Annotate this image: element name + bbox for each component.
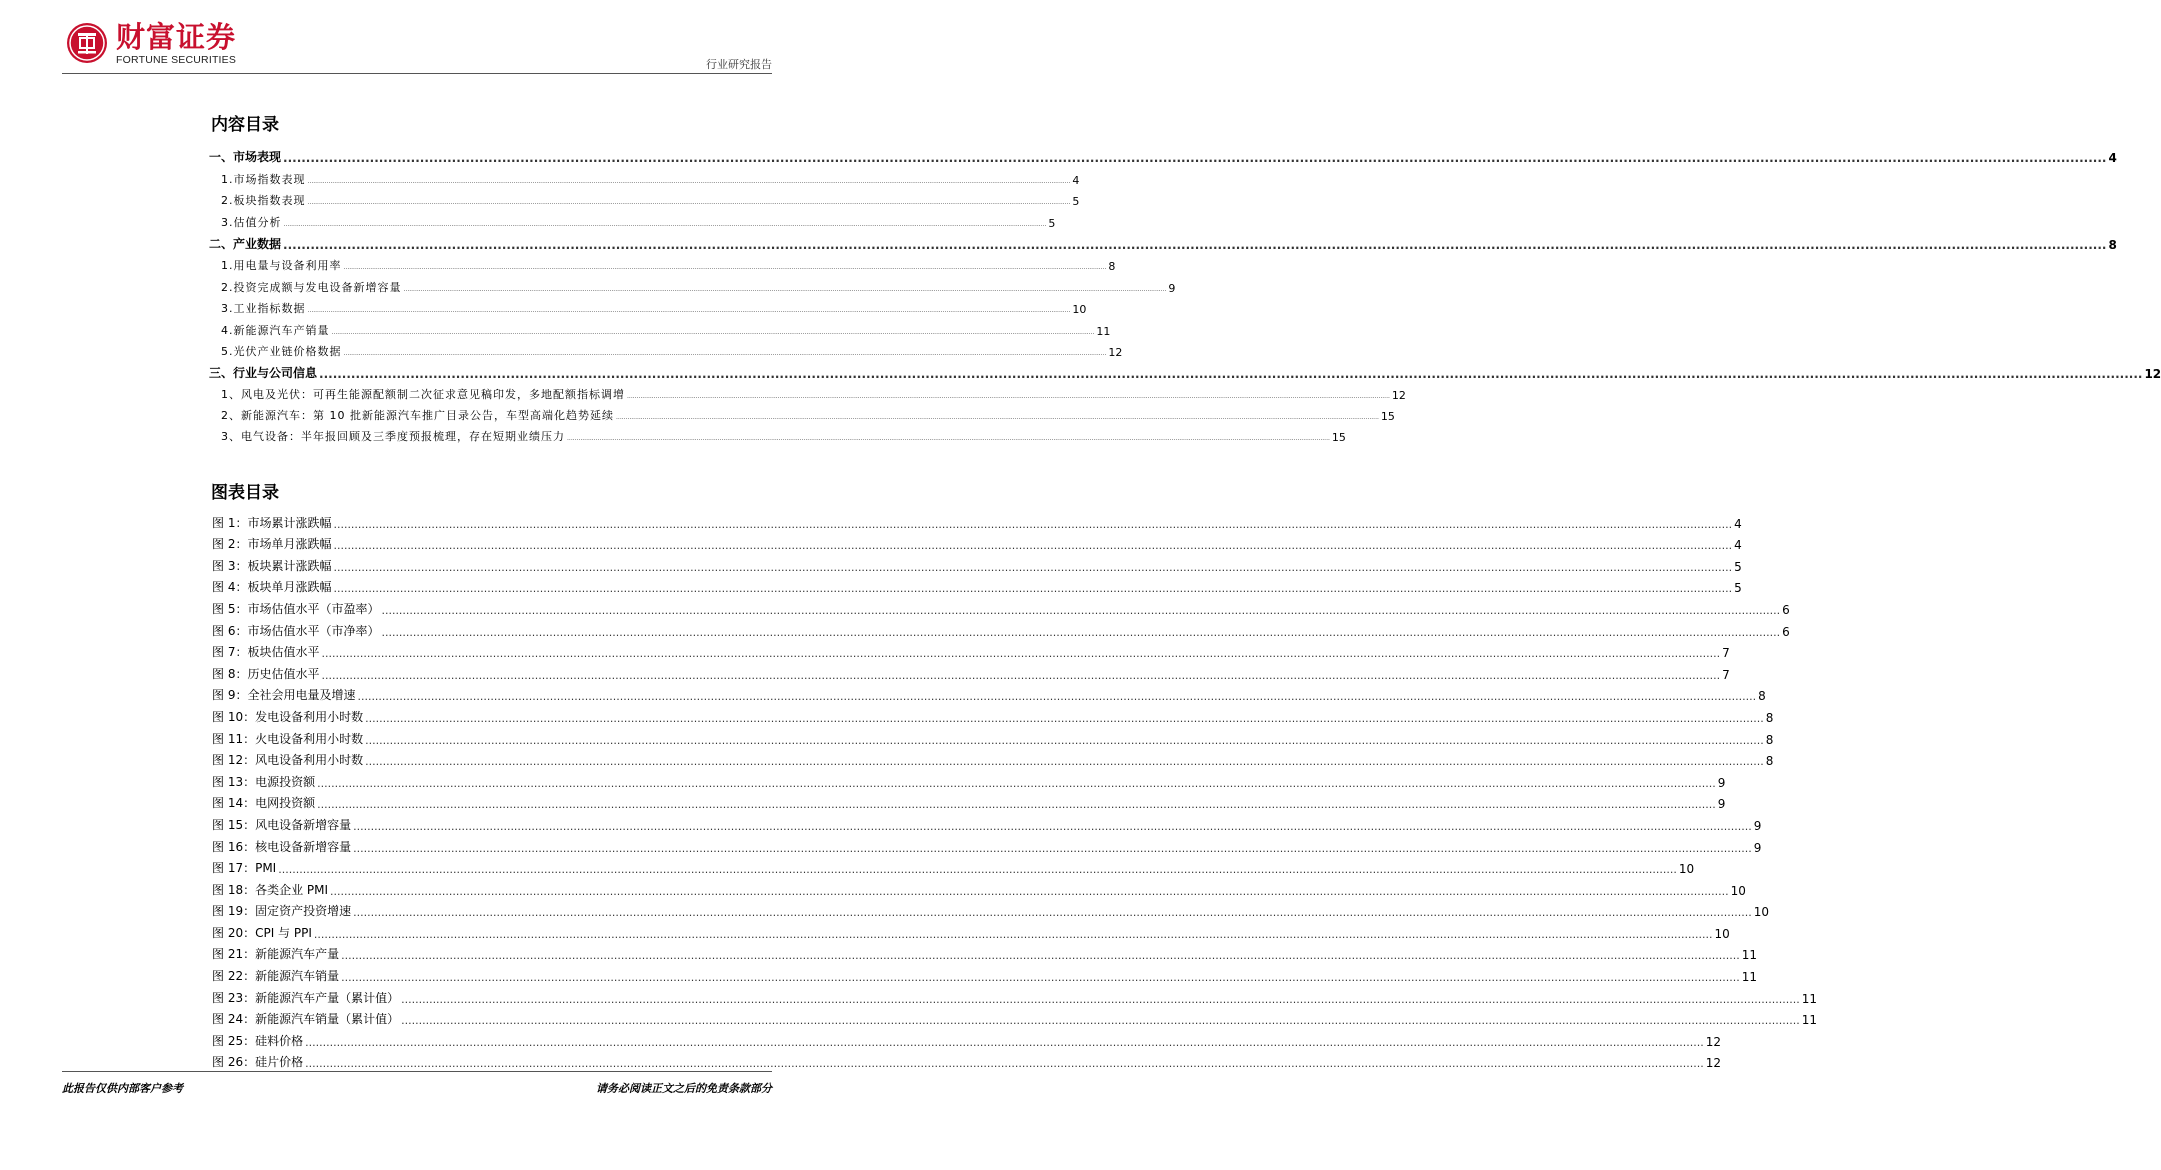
- figure-leader-dots: ................................................................................................................................................................................................................................................................................................................................................................................................................: [357, 690, 1757, 704]
- toc-entry[interactable]: [209, 338, 1123, 360]
- toc-entry-page: 15: [1380, 410, 1395, 423]
- figure-leader-dots: ................................................................................................................................................................................................................................................................................................................................................................................................................: [333, 582, 1733, 596]
- figure-entry-page: 9: [1753, 840, 1762, 855]
- toc-title: 内容目录: [211, 115, 279, 135]
- figure-entry-label: 图 8：历史估值水平: [212, 666, 320, 681]
- figure-leader-dots: ................................................................................................................................................................................................................................................................................................................................................................................................................: [321, 647, 1721, 661]
- figure-leader-dots: ................................................................................................................................................................................................................................................................................................................................................................................................................: [341, 971, 1740, 985]
- figure-leader-dots: ................................................................................................................................................................................................................................................................................................................................................................................................................: [353, 819, 1752, 833]
- figure-entry-label: 图 7：板块估值水平: [212, 645, 320, 660]
- figure-entry[interactable]: [212, 1006, 1818, 1028]
- figure-entry[interactable]: [212, 574, 1742, 596]
- figure-entry[interactable]: [212, 790, 1726, 812]
- figure-leader-dots: ................................................................................................................................................................................................................................................................................................................................................................................................................: [365, 755, 1764, 769]
- toc-leader-dots: ................................................................................................................................................................................................................................................................................................................................................................................................................: [343, 350, 1107, 357]
- figure-entry-page: 8: [1765, 754, 1774, 769]
- figure-leader-dots: ................................................................................................................................................................................................................................................................................................................................................................................................................: [365, 733, 1764, 747]
- header-divider: [62, 73, 772, 74]
- figure-entry[interactable]: [212, 617, 1790, 639]
- toc-entry[interactable]: [209, 381, 1406, 402]
- toc-entry-page: 4: [2108, 151, 2117, 165]
- footer-divider: [62, 1071, 772, 1072]
- figure-entry-label: 图 11：火电设备利用小时数: [212, 731, 364, 746]
- figure-entry-page: 4: [1734, 516, 1742, 531]
- toc-entry-label: 三、行业与公司信息: [209, 366, 318, 380]
- toc-leader-dots: ................................................................................................................................................................................................................................................................................................................................................................................................................: [307, 307, 1071, 314]
- figure-entry[interactable]: [212, 1049, 1722, 1071]
- figure-entry-label: 图 20：CPI 与 PPI: [212, 925, 312, 940]
- toc-leader-dots: ................................................................................................................................................................................................................................................................................................................................................................................................................: [283, 237, 2107, 252]
- table-of-contents: [209, 143, 2161, 444]
- toc-leader-dots: ................................................................................................................................................................................................................................................................................................................................................................................................................: [343, 264, 1107, 271]
- figure-entry[interactable]: [212, 898, 1770, 920]
- toc-entry-page: 10: [1072, 303, 1087, 316]
- figure-leader-dots: ................................................................................................................................................................................................................................................................................................................................................................................................................: [353, 906, 1752, 920]
- logo-english-name: FORTUNE SECURITIES: [116, 54, 237, 66]
- figure-entry-label: 图 12：风电设备利用小时数: [212, 753, 364, 768]
- toc-leader-dots: ................................................................................................................................................................................................................................................................................................................................................................................................................: [403, 285, 1167, 293]
- figure-entry-label: 图 3：板块累计涨跌幅: [212, 558, 332, 573]
- figure-entry[interactable]: [212, 531, 1742, 553]
- figure-leader-dots: ................................................................................................................................................................................................................................................................................................................................................................................................................: [330, 884, 1729, 898]
- figure-entry[interactable]: [212, 984, 1818, 1006]
- figure-leader-dots: ................................................................................................................................................................................................................................................................................................................................................................................................................: [365, 711, 1764, 725]
- figure-entry-label: 图 6：市场估值水平（市净率）: [212, 623, 380, 638]
- toc-leader-dots: ................................................................................................................................................................................................................................................................................................................................................................................................................: [283, 151, 2107, 165]
- figure-leader-dots: ................................................................................................................................................................................................................................................................................................................................................................................................................: [333, 517, 1733, 531]
- toc-entry-label: 二、产业数据: [209, 236, 282, 251]
- toc-entry[interactable]: [209, 187, 1080, 209]
- toc-entry-label: 5.光伏产业链价格数据: [221, 345, 342, 358]
- toc-leader-dots: ................................................................................................................................................................................................................................................................................................................................................................................................................: [616, 414, 1379, 421]
- figure-entry-label: 图 10：发电设备利用小时数: [212, 709, 364, 724]
- toc-entry-label: 一、市场表现: [209, 150, 282, 164]
- figure-leader-dots: ................................................................................................................................................................................................................................................................................................................................................................................................................: [305, 1057, 1704, 1071]
- toc-leader-dots: ................................................................................................................................................................................................................................................................................................................................................................................................................: [319, 367, 2143, 381]
- toc-entry-page: 11: [1096, 324, 1111, 338]
- figure-list: [212, 509, 1818, 1071]
- toc-entry-page: 15: [1331, 431, 1346, 444]
- figure-entry-page: 6: [1782, 624, 1790, 639]
- figure-entry[interactable]: [212, 660, 1730, 682]
- toc-entry[interactable]: [209, 423, 1346, 444]
- figure-leader-dots: ................................................................................................................................................................................................................................................................................................................................................................................................................: [401, 1014, 1800, 1028]
- toc-leader-dots: ................................................................................................................................................................................................................................................................................................................................................................................................................: [283, 220, 1047, 228]
- toc-entry[interactable]: [209, 295, 1087, 317]
- toc-entry[interactable]: [209, 208, 1056, 230]
- figure-entry[interactable]: [212, 855, 1695, 877]
- figure-entry-page: 4: [1734, 538, 1742, 553]
- toc-entry[interactable]: [209, 273, 1176, 295]
- toc-leader-dots: ................................................................................................................................................................................................................................................................................................................................................................................................................: [627, 393, 1390, 400]
- toc-entry[interactable]: [209, 252, 1116, 274]
- figure-entry[interactable]: [212, 768, 1726, 790]
- figure-entry-label: 图 21：新能源汽车产量: [212, 947, 340, 962]
- figure-leader-dots: ................................................................................................................................................................................................................................................................................................................................................................................................................: [317, 776, 1716, 790]
- toc-entry-label: 1、风电及光伏：可再生能源配额制二次征求意见稿印发，多地配额指标调增: [221, 388, 625, 401]
- figure-entry[interactable]: [212, 876, 1746, 898]
- figure-entry-label: 图 5：市场估值水平（市盈率）: [212, 601, 380, 616]
- figure-entry[interactable]: [212, 941, 1758, 963]
- figure-leader-dots: ................................................................................................................................................................................................................................................................................................................................................................................................................: [333, 539, 1733, 553]
- figure-leader-dots: ................................................................................................................................................................................................................................................................................................................................................................................................................: [278, 863, 1677, 877]
- toc-entry-label: 2、新能源汽车：第 10 批新能源汽车推广目录公告，车型高端化趋势延续: [221, 409, 614, 422]
- figure-entry-page: 11: [1741, 948, 1758, 963]
- figure-entry[interactable]: [212, 639, 1730, 661]
- figure-entry-page: 11: [1741, 970, 1758, 985]
- toc-entry-page: 12: [2144, 367, 2161, 381]
- toc-entry-label: 1.用电量与设备利用率: [221, 259, 342, 272]
- logo-chinese-name: 财富证券: [116, 20, 237, 54]
- figure-entry[interactable]: [212, 919, 1730, 941]
- footer-disclaimer-left: 此报告仅供内部客户参考: [62, 1082, 183, 1095]
- figure-entry[interactable]: [212, 747, 1774, 769]
- toc-leader-dots: ................................................................................................................................................................................................................................................................................................................................................................................................................: [567, 435, 1330, 442]
- figure-entry-page: 6: [1782, 602, 1790, 617]
- figure-leader-dots: ................................................................................................................................................................................................................................................................................................................................................................................................................: [401, 992, 1800, 1006]
- figure-entry-label: 图 4：板块单月涨跌幅: [212, 580, 332, 595]
- figure-entry-label: 图 17：PMI: [212, 861, 277, 876]
- toc-entry-label: 1.市场指数表现: [221, 172, 306, 186]
- figure-entry[interactable]: [212, 833, 1762, 855]
- figure-entry-page: 12: [1705, 1034, 1722, 1049]
- toc-entry[interactable]: [209, 143, 2117, 165]
- figure-entry-label: 图 13：电源投资额: [212, 774, 316, 789]
- fortune-logo-icon: [66, 22, 108, 64]
- report-type: 行业研究报告: [706, 58, 772, 71]
- figure-leader-dots: ................................................................................................................................................................................................................................................................................................................................................................................................................: [353, 841, 1752, 855]
- figure-entry-page: 7: [1722, 646, 1730, 661]
- figure-entry[interactable]: [212, 1027, 1722, 1049]
- toc-entry-page: 5: [1072, 195, 1080, 208]
- figure-entry-page: 10: [1730, 883, 1746, 898]
- figure-entry[interactable]: [212, 595, 1790, 617]
- figure-entry-page: 10: [1678, 862, 1695, 877]
- figure-entry-label: 图 22：新能源汽车销量: [212, 969, 340, 984]
- figure-entry-label: 图 9：全社会用电量及增速: [212, 688, 356, 703]
- figure-entry-page: 11: [1801, 991, 1818, 1006]
- figure-entry-label: 图 14：电网投资额: [212, 796, 316, 811]
- figure-entry[interactable]: [212, 811, 1762, 833]
- figure-entry-page: 8: [1765, 732, 1774, 747]
- figure-entry-label: 图 18：各类企业 PMI: [212, 882, 329, 897]
- figure-entry-page: 9: [1717, 775, 1726, 790]
- toc-entry-label: 4.新能源汽车产销量: [221, 323, 330, 337]
- figure-entry-page: 10: [1714, 926, 1730, 941]
- figure-entry-page: 9: [1753, 818, 1762, 833]
- toc-entry-page: 5: [1048, 216, 1056, 230]
- figure-entry-label: 图 2：市场单月涨跌幅: [212, 537, 332, 552]
- toc-leader-dots: ................................................................................................................................................................................................................................................................................................................................................................................................................: [307, 199, 1071, 206]
- figure-leader-dots: ................................................................................................................................................................................................................................................................................................................................................................................................................: [381, 625, 1781, 639]
- figure-entry-label: 图 25：硅料价格: [212, 1033, 304, 1048]
- figure-entry-page: 7: [1722, 667, 1730, 682]
- figure-entry[interactable]: [212, 962, 1758, 985]
- figure-entry-page: 10: [1753, 905, 1770, 920]
- toc-entry-label: 2.投资完成额与发电设备新增容量: [221, 280, 402, 294]
- figure-leader-dots: ................................................................................................................................................................................................................................................................................................................................................................................................................: [317, 798, 1716, 812]
- figure-entry-label: 图 24：新能源汽车销量（累计值）: [212, 1012, 400, 1027]
- figure-entry-page: 8: [1758, 689, 1766, 704]
- figure-leader-dots: ................................................................................................................................................................................................................................................................................................................................................................................................................: [333, 560, 1733, 574]
- toc-entry[interactable]: [209, 165, 1080, 187]
- figure-entry-page: 12: [1705, 1056, 1722, 1071]
- figure-entry[interactable]: [212, 725, 1774, 747]
- figure-entry-page: 5: [1734, 581, 1742, 596]
- toc-entry-label: 3.工业指标数据: [221, 302, 306, 315]
- figure-entry-label: 图 23：新能源汽车产量（累计值）: [212, 990, 400, 1005]
- toc-leader-dots: ................................................................................................................................................................................................................................................................................................................................................................................................................: [307, 177, 1071, 185]
- figure-leader-dots: ................................................................................................................................................................................................................................................................................................................................................................................................................: [305, 1035, 1704, 1049]
- toc-entry-page: 8: [1108, 260, 1116, 273]
- figure-leader-dots: ................................................................................................................................................................................................................................................................................................................................................................................................................: [341, 949, 1740, 963]
- toc-entry[interactable]: [209, 230, 2117, 252]
- figure-leader-dots: ................................................................................................................................................................................................................................................................................................................................................................................................................: [313, 927, 1713, 941]
- footer-disclaimer-right: 请务必阅读正文之后的免责条款部分: [596, 1082, 772, 1095]
- toc-leader-dots: ................................................................................................................................................................................................................................................................................................................................................................................................................: [331, 328, 1095, 336]
- figure-leader-dots: ................................................................................................................................................................................................................................................................................................................................................................................................................: [321, 668, 1721, 682]
- toc-entry-page: 12: [1108, 346, 1123, 359]
- figure-entry[interactable]: [212, 682, 1766, 704]
- figure-entry[interactable]: [212, 552, 1742, 574]
- figure-entry-label: 图 19：固定资产投资增速: [212, 904, 352, 919]
- figure-entry-label: 图 1：市场累计涨跌幅: [212, 515, 332, 530]
- toc-entry-label: 2.板块指数表现: [221, 194, 306, 207]
- toc-entry[interactable]: [209, 402, 1395, 423]
- figure-entry-page: 8: [1765, 710, 1774, 725]
- figure-entry[interactable]: [212, 509, 1742, 531]
- page-header: [62, 18, 772, 78]
- toc-entry-label: 3、电气设备：半年报回顾及三季度预报梳理，存在短期业绩压力: [221, 430, 565, 443]
- figure-entry-label: 图 16：核电设备新增容量: [212, 839, 352, 854]
- figure-entry-page: 9: [1717, 797, 1726, 812]
- toc-entry-label: 3.估值分析: [221, 215, 282, 229]
- figure-leader-dots: ................................................................................................................................................................................................................................................................................................................................................................................................................: [381, 603, 1781, 617]
- toc-entry-page: 8: [2108, 237, 2117, 252]
- toc-entry-page: 9: [1168, 281, 1176, 295]
- toc-entry-page: 12: [1391, 389, 1406, 402]
- toc-entry[interactable]: [209, 316, 1111, 338]
- figure-entry[interactable]: [212, 703, 1774, 725]
- figure-entry-label: 图 15：风电设备新增容量: [212, 817, 352, 832]
- toc-entry-page: 4: [1072, 173, 1080, 187]
- figure-list-title: 图表目录: [211, 483, 279, 503]
- figure-entry-page: 11: [1801, 1013, 1818, 1028]
- toc-entry[interactable]: [209, 359, 2161, 381]
- figure-entry-label: 图 26：硅片价格: [212, 1055, 304, 1070]
- figure-entry-page: 5: [1734, 559, 1742, 574]
